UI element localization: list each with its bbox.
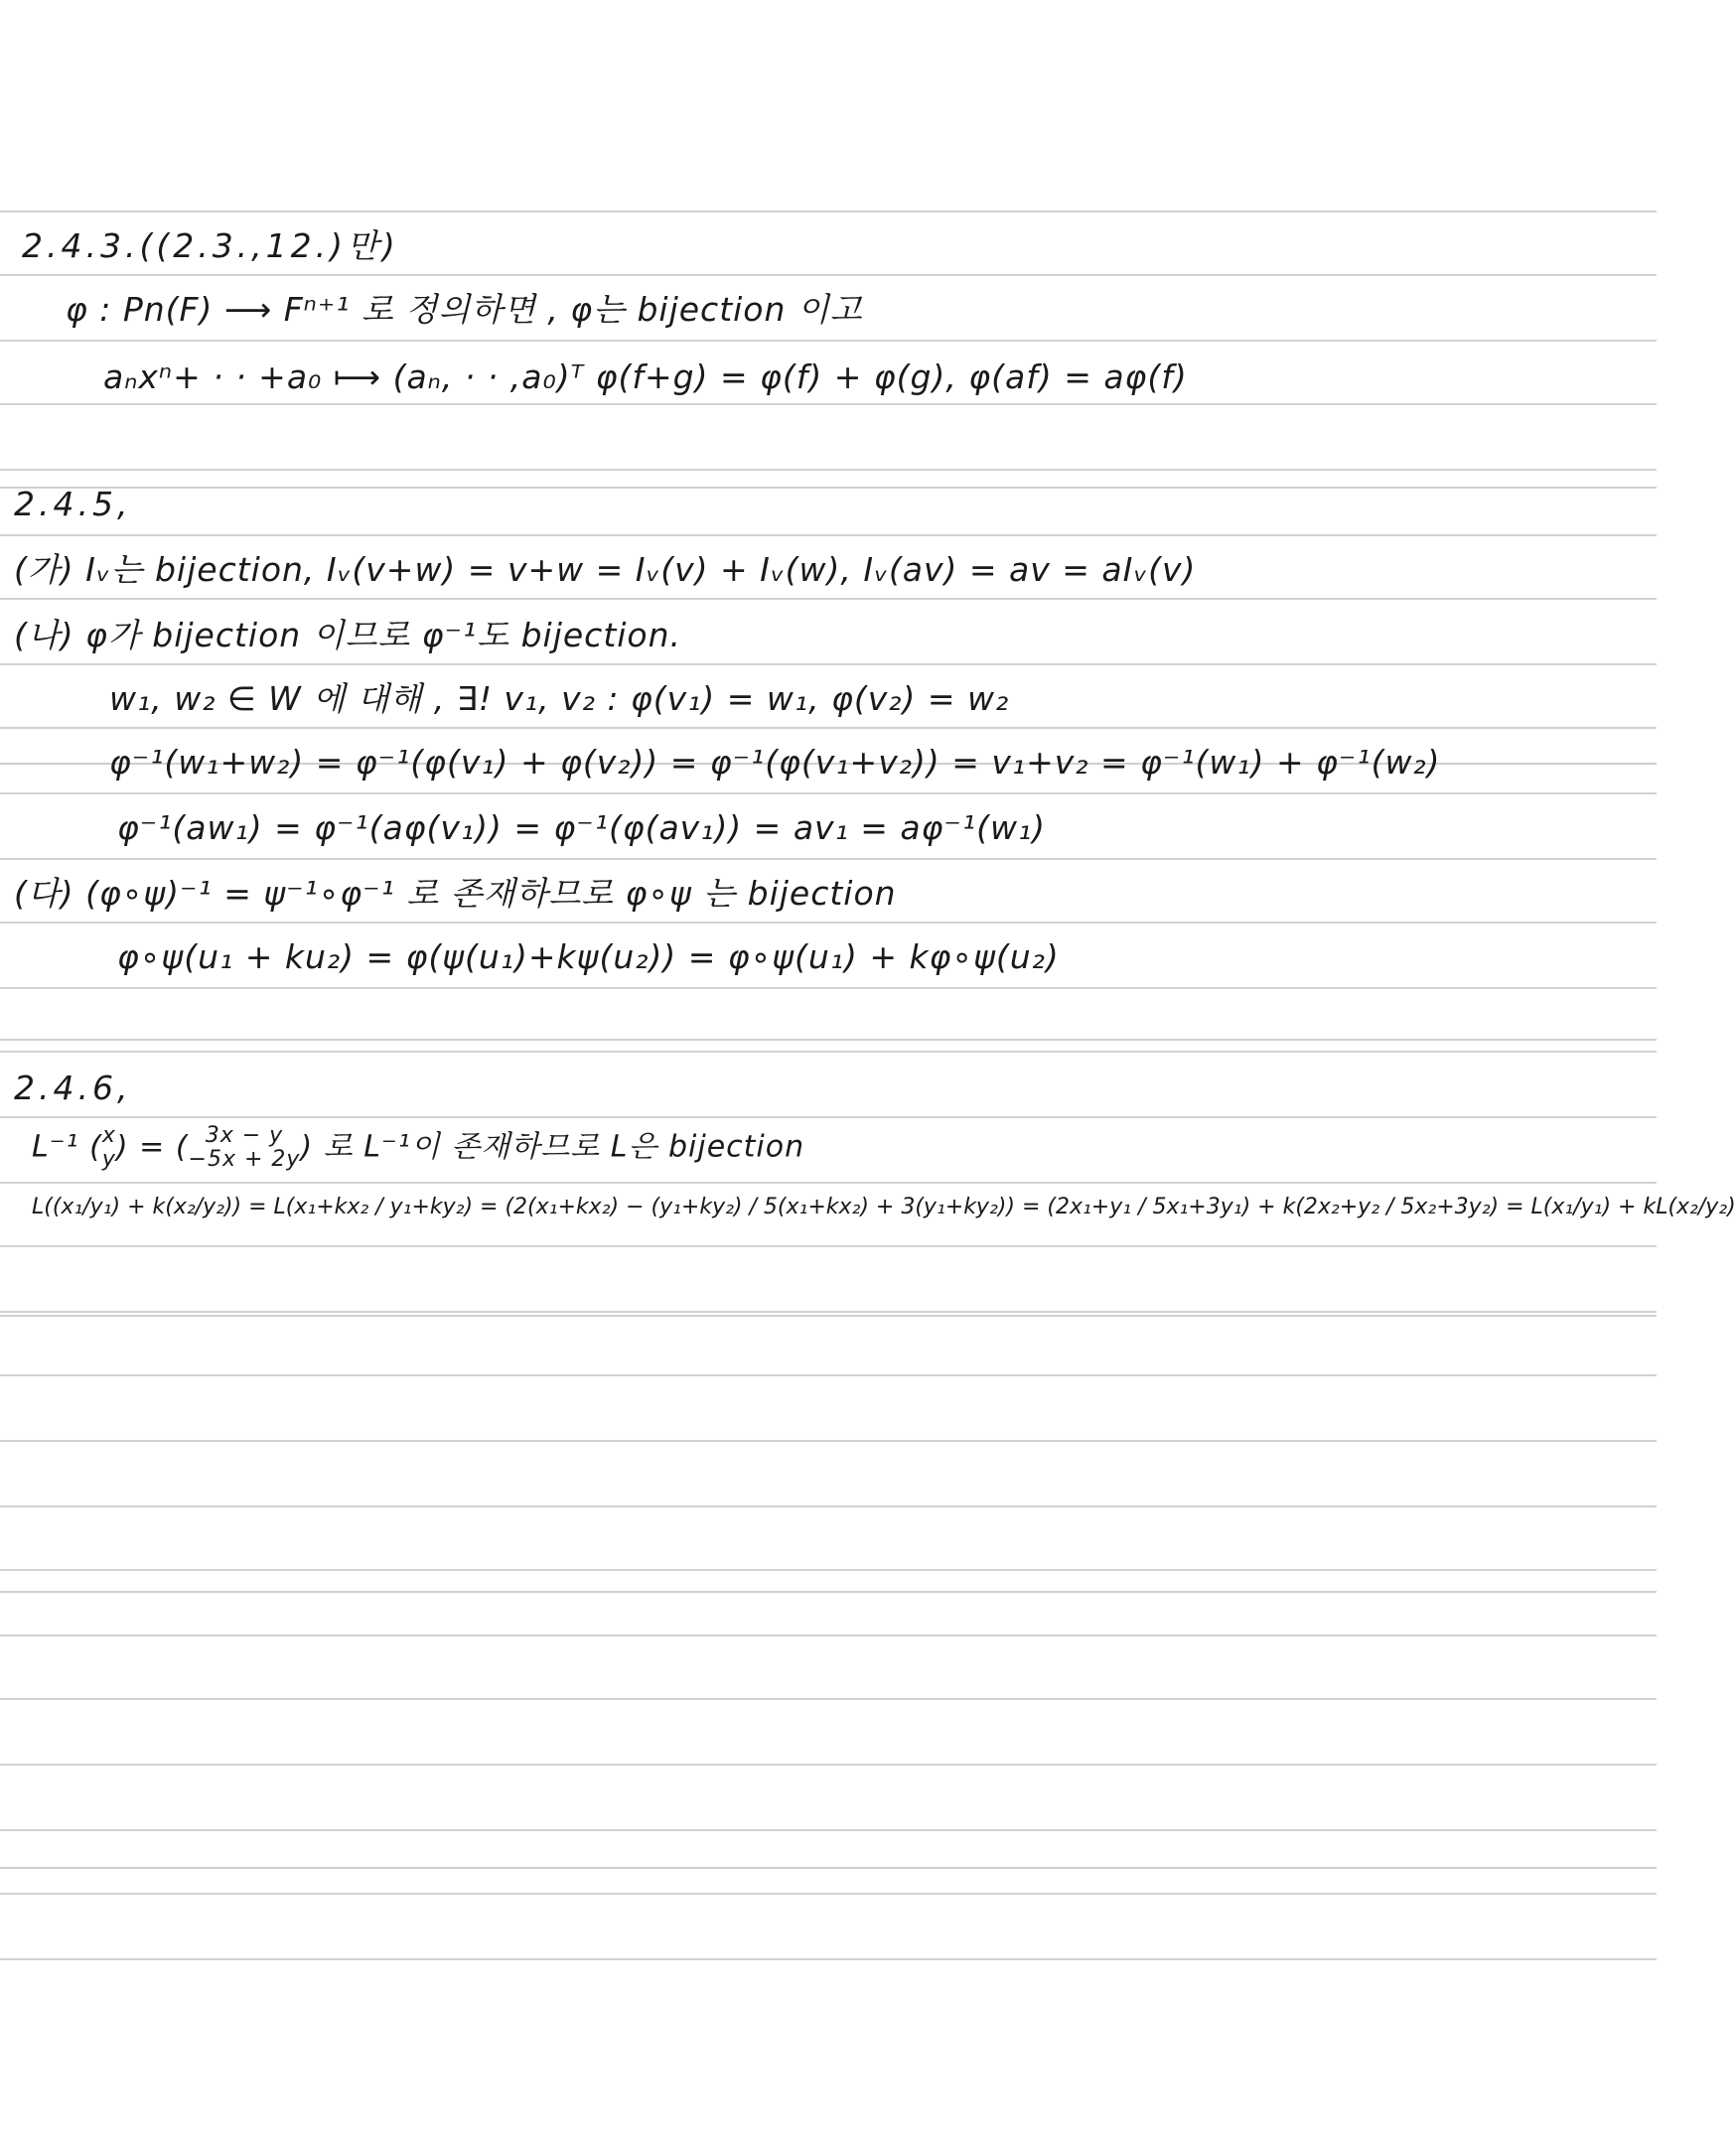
line-2-4-5-b-additivity: φ⁻¹(w₁+w₂) = φ⁻¹(φ(v₁) + φ(v₂)) = φ⁻¹(φ(v₁+v₂)) = v₁+v₂ = φ⁻¹(w₁) + φ⁻¹(w₂) [109,743,1441,782]
vector-xy: (x y) [89,1123,129,1172]
line-2-4-5-c: (다) (φ∘ψ)⁻¹ = ψ⁻¹∘φ⁻¹ 로 존재하므로 φ∘ψ 는 bijection [14,874,897,913]
line-2-4-3-mapping: aₙxⁿ+ · · +a₀ ⟼ (aₙ, · · ,a₀)ᵀ φ(f+g) = φ(f) + φ(g), φ(af) = aφ(f) [103,357,1188,396]
ruled-line [0,1245,1657,1247]
ruled-line [0,1569,1657,1571]
ruled-line [0,1374,1657,1376]
ruled-line [0,1116,1657,1118]
equals-sign: = [139,1129,166,1165]
ruled-line [0,598,1657,600]
vector-entries: x y [101,1123,116,1172]
line-2-4-5-a: (가) Iᵥ는 bijection, Iᵥ(v+w) = v+w = Iᵥ(v) + Iᵥ(w), Iᵥ(av) = av = aIᵥ(v) [14,550,1197,589]
ruled-line [0,469,1657,471]
ruled-line [0,1764,1657,1766]
ruled-line [0,534,1657,536]
linearity-part-3: = (2x₁+y₁ / 5x₁+3y₁) + k(2x₂+y₂ / 5x₂+3y₂) = L(x₁/y₁) + kL(x₂/y₂) [1021,1195,1736,1219]
inverse-symbol: L⁻¹ [32,1129,79,1165]
line-2-4-6-inverse [32,1124,804,1172]
inverse-matrix-entries: 3x − y −5x + 2y [188,1123,301,1172]
ruled-line [0,1635,1657,1637]
ruled-line [0,1829,1657,1831]
ruled-line [0,858,1657,860]
ruled-line [0,403,1657,405]
ruled-line [0,1893,1657,1895]
ruled-line [0,1051,1657,1053]
inverse-matrix: ( 3x − y −5x + 2y) [175,1123,314,1172]
section-heading-2-4-5: 2.4.5, [14,485,132,523]
ruled-line [0,987,1657,989]
section-heading-2-4-6: 2.4.6, [14,1069,132,1107]
ruled-line [0,1182,1657,1184]
ruled-line [0,922,1657,924]
line-2-4-6-linearity [32,1188,1736,1227]
ruled-line [0,727,1657,729]
section-heading-2-4-3: 2.4.3.((2.3.,12.)만) [22,226,399,265]
line-2-4-5-c-linearity: φ∘ψ(u₁ + ku₂) = φ(ψ(u₁)+kψ(u₂)) = φ∘ψ(u₁) + kφ∘ψ(u₂) [117,937,1060,976]
ruled-line [0,1958,1657,1960]
line-2-4-5-b: (나) φ가 bijection 이므로 φ⁻¹도 bijection. [14,616,682,654]
ruled-line [0,1311,1657,1313]
ruled-line [0,663,1657,665]
ruled-line [0,792,1657,794]
line-2-4-5-b-homogeneity: φ⁻¹(aw₁) = φ⁻¹(aφ(v₁)) = φ⁻¹(φ(av₁)) = av₁ = aφ⁻¹(w₁) [117,808,1047,847]
linearity-part-2: = (2(x₁+kx₂) − (y₁+ky₂) / 5(x₁+kx₂) + 3(y₁+ky₂)) [480,1195,1015,1219]
ruled-line [0,274,1657,276]
ruled-line [0,1698,1657,1700]
ruled-line [0,1440,1657,1442]
linearity-part-1: L((x₁/y₁) + k(x₂/y₂)) = L(x₁+kx₂ / y₁+ky₂) [32,1195,474,1219]
ruled-line [0,1505,1657,1507]
ruled-line [0,340,1657,342]
line-2-4-5-b-choose: w₁, w₂ ∈ W 에 대해 , ∃! v₁, v₂ : φ(v₁) = w₁, φ(v₂) = w₂ [109,679,1010,718]
line-2-4-3-definition: φ : Pn(F) ⟶ Fⁿ⁺¹ 로 정의하면 , φ는 bijection 이고 [66,290,863,329]
inverse-conclusion: 로 L⁻¹이 존재하므로 L은 bijection [323,1129,805,1165]
ruled-line [0,211,1657,213]
